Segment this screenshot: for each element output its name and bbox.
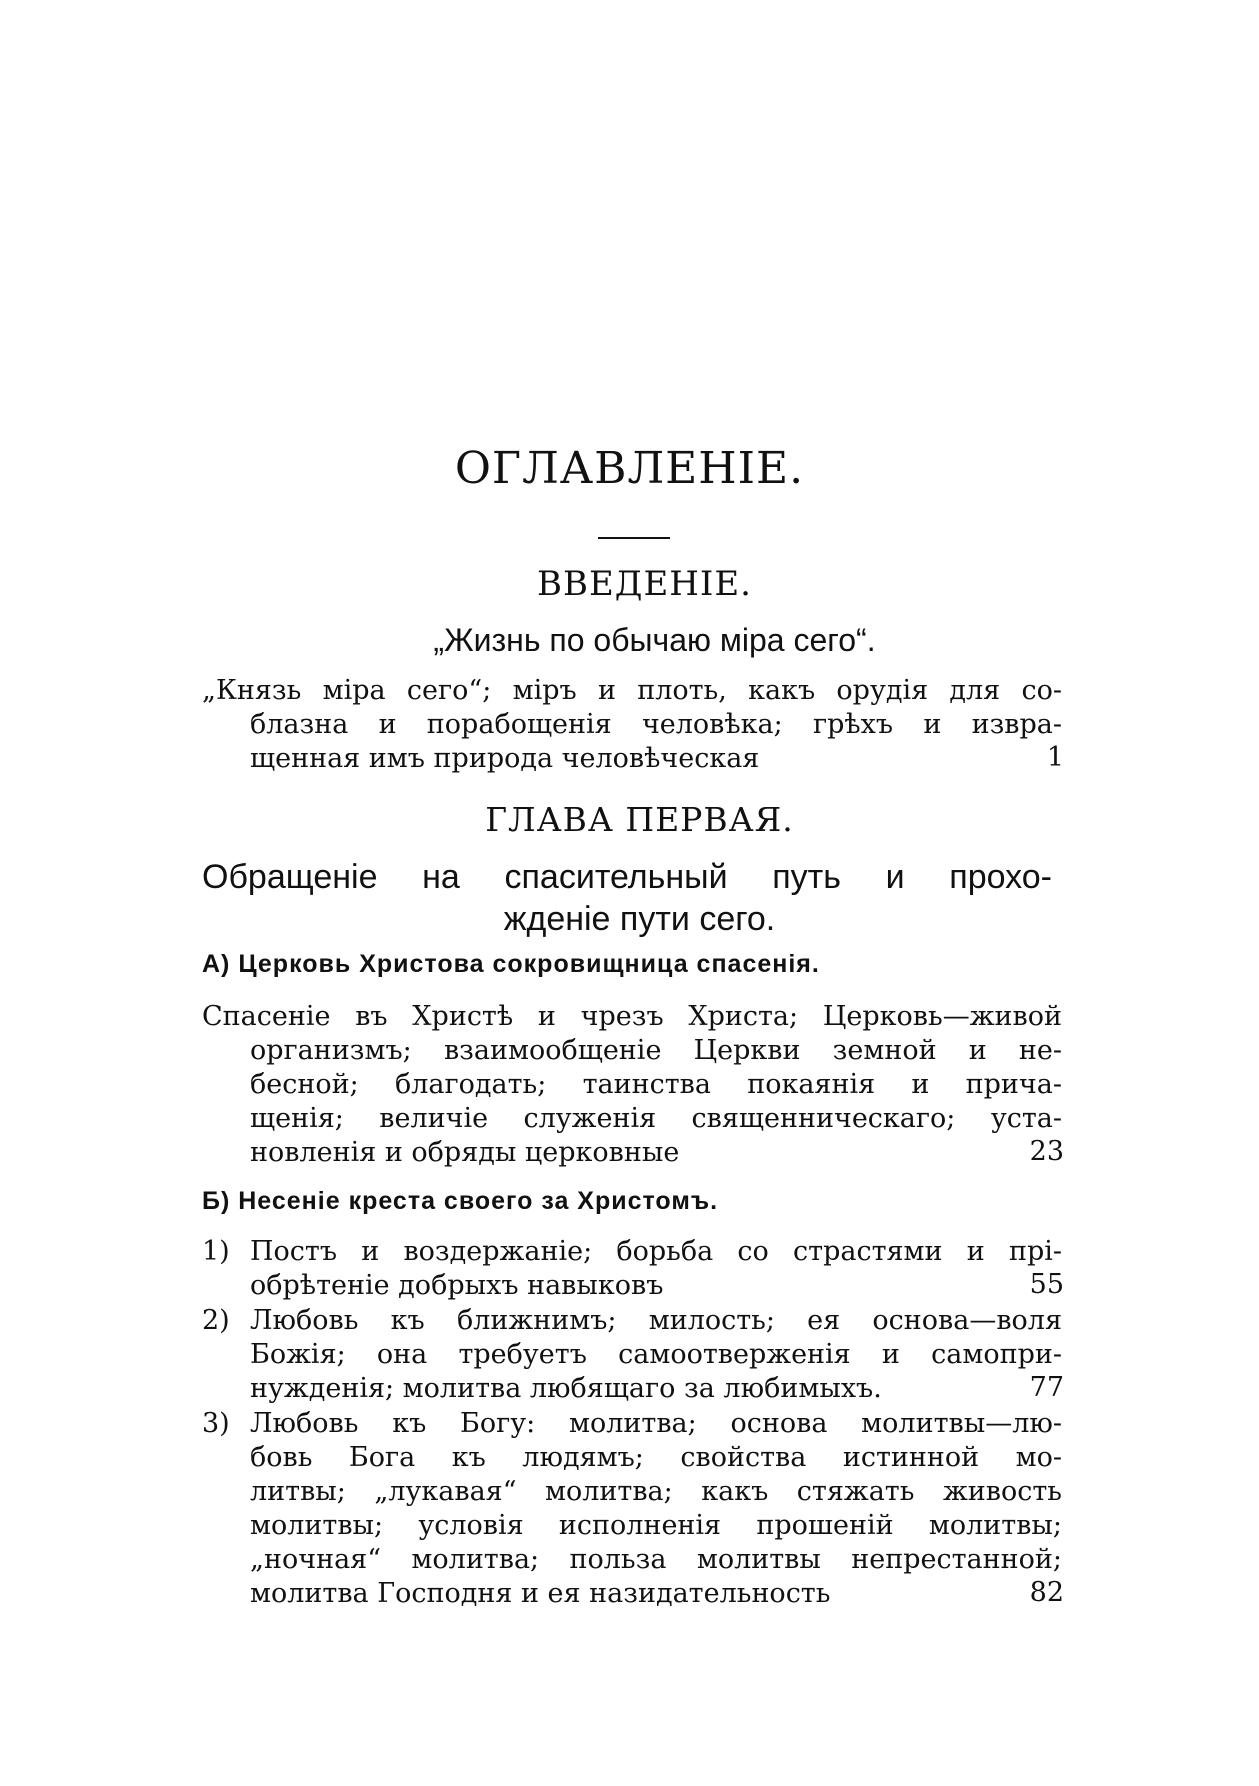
chapter-heading: ГЛАВА ПЕРВАЯ. xyxy=(485,800,794,839)
item-line: нужденія; молитва любящаго за любимыхъ. xyxy=(250,1373,882,1404)
item-line: литвы; „лукавая“ молитва; какъ стяжать живость xyxy=(250,1476,1062,1507)
item-line: молитвы; условія исполненія прошеній молитвы; xyxy=(250,1510,1062,1541)
item-line: бовь Бога къ людямъ; свойства истинной мо- xyxy=(250,1442,1062,1473)
page-title: ОГЛАВЛЕНІЕ. xyxy=(454,443,805,494)
item-line: Божія; она требуетъ самоотверженія и самопри- xyxy=(250,1339,1062,1370)
chapter-subtitle-line: Обращеніе на спасительный путь и прохо- xyxy=(202,858,1052,896)
section-a-line: бесной; благодать; таинства покаянія и прича- xyxy=(250,1069,1062,1100)
intro-page-number: 1 xyxy=(1046,742,1064,773)
item-text: Постъ и воздержаніе; борьба со страстями и прі- xyxy=(250,1236,1062,1267)
intro-line: „Князь міра сего“; міръ и плоть, какъ орудія для со- xyxy=(202,675,1062,706)
intro-line: блазна и порабощенія человѣка; грѣхъ и извра- xyxy=(250,709,1062,740)
item-1-page-number: 55 xyxy=(1029,1269,1064,1300)
section-a-line: щенія; величіе служенія священническаго; уста- xyxy=(250,1103,1062,1134)
item-line xyxy=(202,1407,1062,1441)
intro-entry xyxy=(202,674,1062,776)
section-b-item-2 xyxy=(202,1304,1062,1406)
section-b-item-1 xyxy=(202,1235,1062,1303)
item-line xyxy=(202,1304,1062,1338)
intro-heading: ВВЕДЕНІЕ. xyxy=(537,564,752,604)
section-a-line: Спасеніе въ Христѣ и чрезъ Христа; Церковь—живой xyxy=(202,1001,1062,1032)
item-text: Любовь къ ближнимъ; милость; ея основа—воля xyxy=(250,1305,1062,1336)
chapter-subtitle-line: жденіе пути сего. xyxy=(503,900,776,938)
item-number: 3) xyxy=(202,1408,230,1439)
item-line: „ночная“ молитва; польза молитвы непрестанной; xyxy=(250,1544,1062,1575)
item-number: 1) xyxy=(202,1236,230,1267)
item-number: 2) xyxy=(202,1305,230,1336)
intro-subtitle: „Жизнь по обычаю міра сего“. xyxy=(433,622,876,658)
section-a-entry xyxy=(202,1000,1062,1170)
item-line: обрѣтеніе добрыхъ навыковъ xyxy=(250,1270,664,1301)
item-text: Любовь къ Богу: молитва; основа молитвы—лю- xyxy=(250,1408,1062,1439)
title-divider xyxy=(598,537,670,539)
section-a-page-number: 23 xyxy=(1029,1136,1064,1167)
section-b-item-3 xyxy=(202,1407,1062,1611)
item-line: молитва Господня и ея назидательность xyxy=(250,1578,831,1609)
section-a-line: организмъ; взаимообщеніе Церкви земной и не- xyxy=(250,1035,1062,1066)
item-3-page-number: 82 xyxy=(1029,1577,1064,1608)
item-2-page-number: 77 xyxy=(1029,1372,1064,1403)
section-b-heading: Б) Несеніе креста своего за Христомъ. xyxy=(202,1187,719,1215)
section-a-heading: А) Церковь Христова сокровищница спасенія. xyxy=(202,950,820,978)
section-a-line: новленія и обряды церковные xyxy=(250,1137,680,1168)
intro-line: щенная имъ природа человѣческая xyxy=(250,743,760,774)
item-line xyxy=(202,1235,1062,1269)
